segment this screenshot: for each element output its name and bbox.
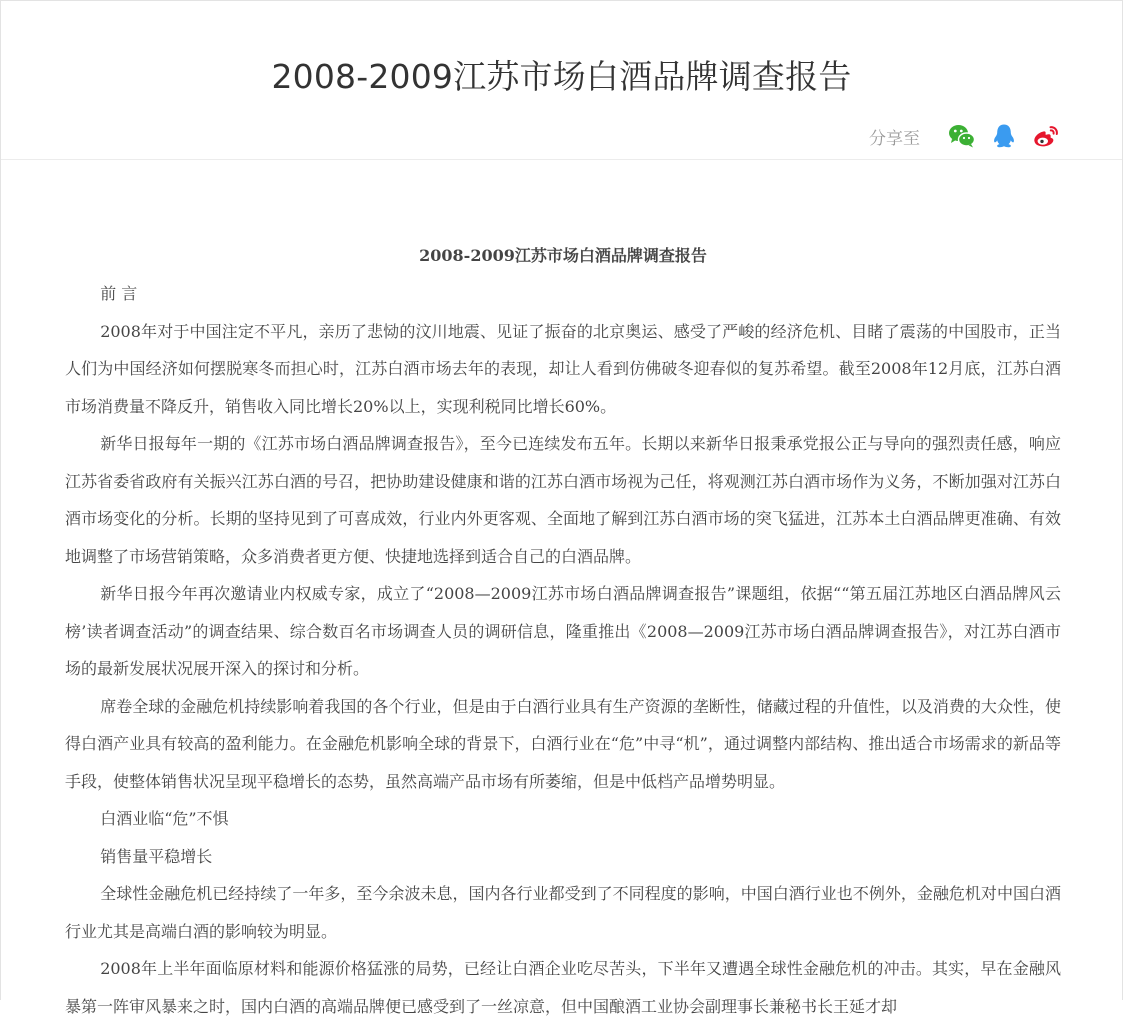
subheading: 销售量平稳增长 — [100, 846, 213, 866]
weibo-icon[interactable] — [1032, 123, 1060, 149]
subheading: 白酒业临“危”不惧 — [100, 809, 229, 828]
share-label: 分享至 — [869, 128, 920, 149]
share-bar — [869, 123, 1060, 149]
article-title: 2008-2009江苏市场白酒品牌调查报告 — [419, 246, 707, 265]
paragraph: 新华日报今年再次邀请业内权威专家，成立了“2008—2009江苏市场白酒品牌调查报告”课题组，依据““第五届江苏地区白酒品牌风云榜’读者调查活动”的调查结果、综合数百名市场调查人员的调研信息，隆重推出《2008—2009江苏市场白酒品牌调查报告》，对江苏白酒市场的最新发展状况展开深入的探讨和分析。 — [65, 584, 1061, 678]
paragraph: 新华日报每年一期的《江苏市场白酒品牌调查报告》，至今已连续发布五年。长期以来新华日报秉承党报公正与导向的强烈责任感，响应江苏省委省政府有关振兴江苏白酒的号召，把协助建设健康和谐的江苏白酒市场视为己任，将观测江苏白酒市场作为义务，不断加强对江苏白酒市场变化的分析。长期的坚持见到了可喜成效，行业内外更客观、全面地了解到江苏白酒市场的突飞猛进，江苏本土白酒品牌更准确、有效地调整了市场营销策略，众多消费者更方便、快捷地选择到适合自己的白酒品牌。 — [65, 434, 1061, 566]
qq-icon[interactable] — [990, 123, 1018, 149]
page-title: 2008-2009江苏市场白酒品牌调查报告 — [271, 57, 852, 96]
paragraph: 2008年对于中国注定不平凡，亲历了悲恸的汶川地震、见证了振奋的北京奥运、感受了严峻的经济危机、目睹了震荡的中国股市，正当人们为中国经济如何摆脱寒冬而担心时，江苏白酒市场去年的表现，却让人看到仿佛破冬迎春似的复苏希望。截至2008年12月底，江苏白酒市场消费量不降反升，销售收入同比增长20%以上，实现利税同比增长60%。 — [65, 321, 1061, 416]
paragraph: 全球性金融危机已经持续了一年多，至今余波未息，国内各行业都受到了不同程度的影响，中国白酒行业也不例外，金融危机对中国白酒行业尤其是高端白酒的影响较为明显。 — [65, 884, 1061, 941]
paragraph: 2008年上半年面临原材料和能源价格猛涨的局势，已经让白酒企业吃尽苦头，下半年又遭遇全球性金融危机的冲击。其实，早在金融风暴第一阵审风暴来之时，国内白酒的高端品牌便已感受到了一丝凉意，但中国酿酒工业协会副理事长兼秘书长王延才却 — [65, 959, 1061, 1016]
article-body — [65, 237, 1061, 1025]
wechat-icon[interactable] — [948, 123, 976, 149]
article-header — [1, 1, 1122, 160]
paragraph: 席卷全球的金融危机持续影响着我国的各个行业，但是由于白酒行业具有生产资源的垄断性，储藏过程的升值性，以及消费的大众性，使得白酒产业具有较高的盈利能力。在金融危机影响全球的背景下，白酒行业在“危”中寻“机”，通过调整内部结构、推出适合市场需求的新品等手段，使整体销售状况呈现平稳增长的态势，虽然高端产品市场有所萎缩，但是中低档产品增势明显。 — [65, 696, 1061, 791]
paragraph: 前 言 — [100, 284, 138, 303]
